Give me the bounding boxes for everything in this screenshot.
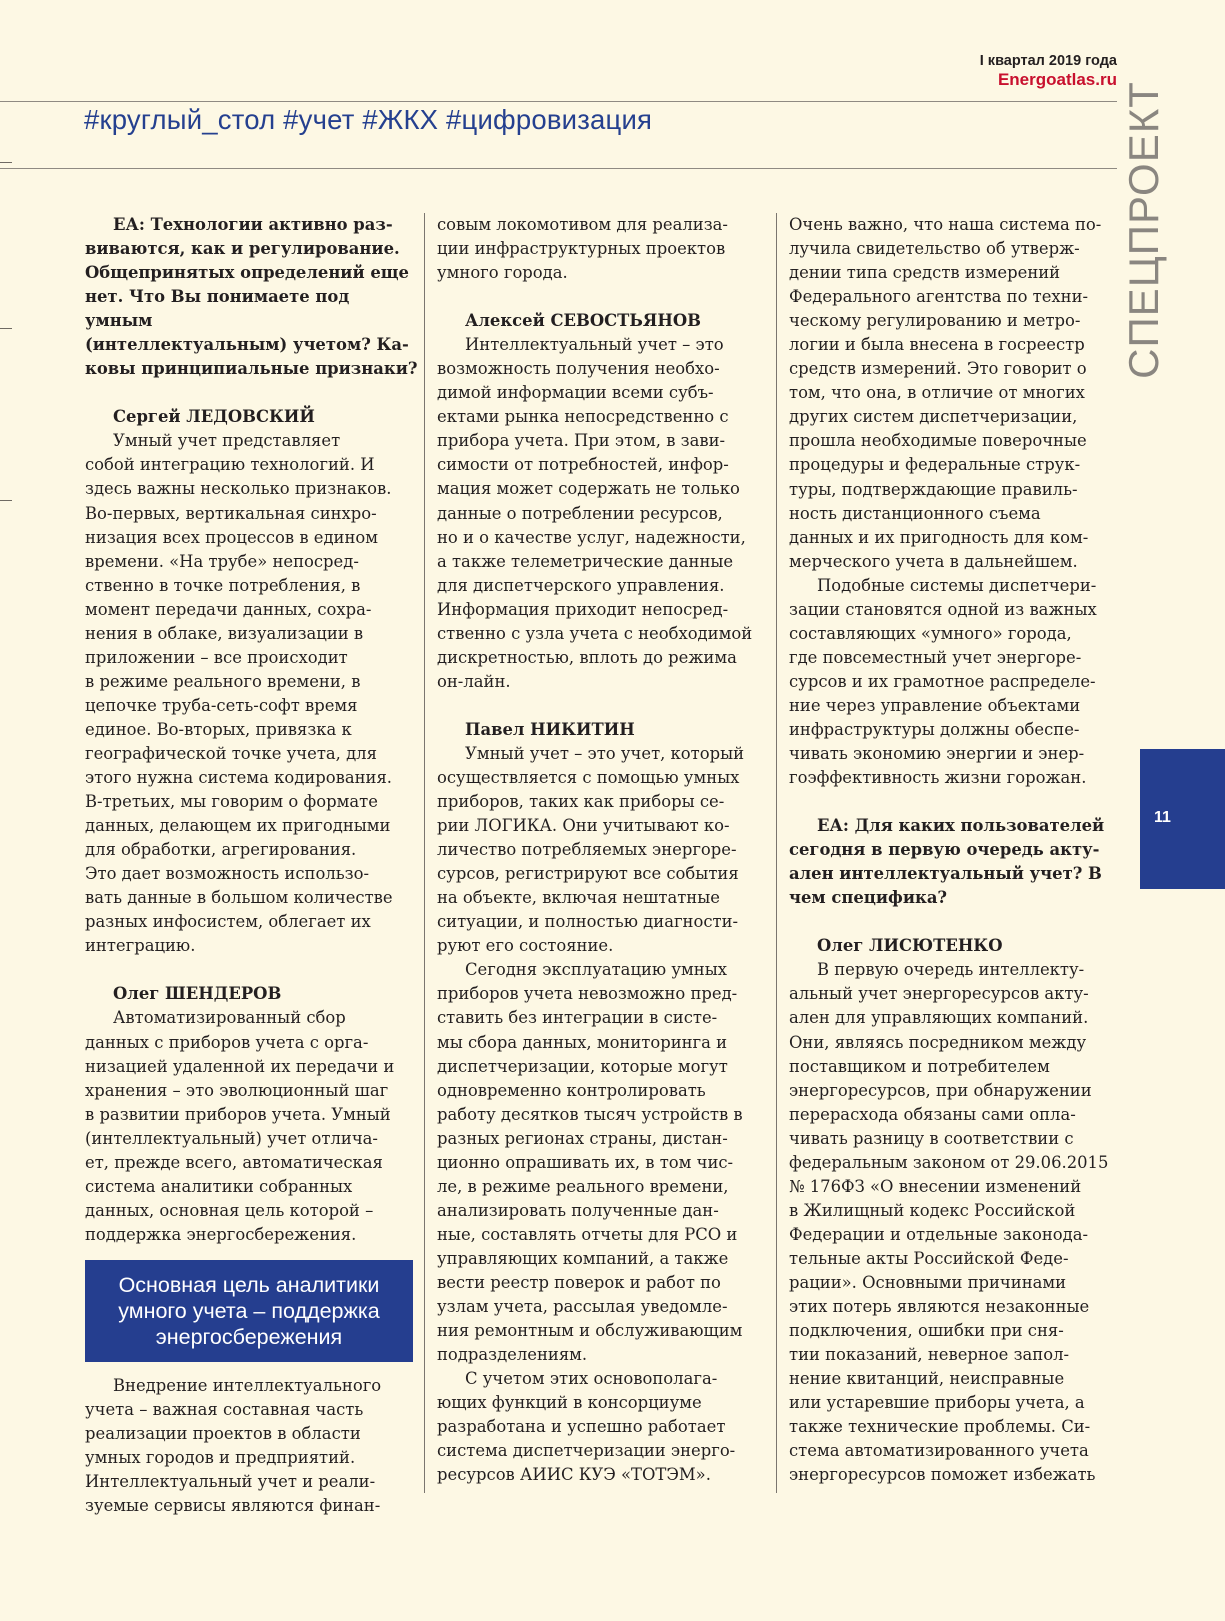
article-column-1 <box>85 213 421 1518</box>
paragraph: С учетом этих основополага- ющих функций в консорциуме разработана и успешно работает система диспетчеризации энерго- ресурсов АИИС КУЭ «ТОТЭМ». <box>437 1369 736 1485</box>
paragraph: Умный учет представляет собой интеграцию технологий. И здесь важны несколько признаков. Во-первых, вертикальная синхро- низация всех процессов в едином времени. «На трубе» непосред- ственно в точке потребления, в момент передачи данных, сохра- нения в облаке, визуализации в приложении – все происходит в режиме реального времени, в цепочке труба-сеть-софт время единое. Во-вторых, привязка к географической точке учета, для этого нужна система кодирования. В-третьих, мы говорим о формате данных, делающем их пригодными для обработки, агрегирования. Это дает возможность использо- вать данные в большом количестве разных инфосистем, облегает их интеграцию. <box>85 431 393 956</box>
site-name: Energoatlas.ru <box>997 70 1117 89</box>
paragraph: Подобные системы диспетчери- зации становятся одной из важных составляющих «умного» города, где повсеместный учет энергоре- сурсов и их грамотное распределе- ние через управление объектами инфраструктуры должны обеспе- чивать экономию энергии и энер- гоэффективность жизни горожан. <box>789 575 1097 788</box>
top-rule <box>0 101 1117 102</box>
speaker-name: Олег ШЕНДЕРОВ <box>113 984 282 1004</box>
hashtags-title: #круглый_стол #учет #ЖКХ #цифровизация <box>84 104 653 135</box>
paragraph: В первую очередь интеллекту- альный учет энергоресурсов акту- ален для управляющих компаний. Они, являясь посредником между поставщиком и потребителем энергоресурсов, при обнаружении перерасхода обязаны сами опла- чивать разницу в соответствии с федеральным законом от 29.06.2015 № 176ФЗ «О внесении изменений в Жилищный кодекс Российской Федерации и отдельные законода- тельные акты Российской Феде- рации». Основными причинами этих потерь являются незаконные подключения, ошибки при сня- тии показаний, неверное запол- нение квитанций, неисправные или устаревшие приборы учета, а также технические проблемы. Си- стема автоматизированного учета энергоресурсов поможет избежать <box>789 960 1109 1485</box>
article-column-2 <box>437 213 779 1487</box>
paragraph: Умный учет – это учет, который осуществляется с помощью умных приборов, таких как приборы се- рии ЛОГИКА. Они учитывают ко- личество потребляемых энергоре- сурсов, регистрируют все события на объекте, включая нештатные ситуации, и полностью диагности- руют его состояние. <box>437 743 745 956</box>
pull-quote: Основная цель аналитики умного учета – поддержка энергосбережения <box>85 1260 413 1362</box>
page-number: 11 <box>1154 809 1171 826</box>
article-column-3 <box>789 213 1123 1487</box>
paragraph: Интеллектуальный учет – это возможность получения необхо- димой информации всеми субъ- ектами рынка непосредственно с прибора учета. При этом, в зави- симости от потребностей, инфор- мация может содержать не только данные о потреблении ресурсов, но и о качестве услуг, надежности, а также телеметрические данные для диспетчерского управления. Информация приходит непосред- ственно с узла учета с необходимой дискретностью, вплоть до режима он-лайн. <box>437 335 753 691</box>
issue-date: I квартал 2019 года <box>979 53 1117 69</box>
speaker-name: Алексей СЕВОСТЬЯНОВ <box>465 311 701 331</box>
column-divider <box>424 213 425 1493</box>
interview-question: ЕА: Технологии активно раз- виваются, как и регулирование. Общепринятых определений еще нет. Что Вы понимаете под умным (интеллектуальным) учетом? Ка- ковы принципиальные признаки? <box>85 215 418 379</box>
section-label: СПЕЦПРОЕКТ <box>1120 81 1167 379</box>
paragraph: Внедрение интеллектуального учета – важная составная часть реализации проектов в области умных городов и предприятий. Интеллектуальный учет и реали- зуемые сервисы являются финан- <box>85 1375 382 1516</box>
page-number-tab <box>1140 749 1225 889</box>
speaker-name: Павел НИКИТИН <box>465 719 635 739</box>
crop-mark <box>0 500 12 501</box>
speaker-name: Олег ЛИСЮТЕНКО <box>817 936 1003 956</box>
issue-header <box>980 52 1117 90</box>
speaker-name: Сергей ЛЕДОВСКИЙ <box>113 407 315 427</box>
header-bottom-rule <box>0 168 1117 169</box>
paragraph: Очень важно, что наша система по- лучила свидетельство об утверж- дении типа средств измерений Федерального агентства по техни- ческому регулированию и метро- логии и была внесена в госреестр средств измерений. Это говорит о том, что она, в отличие от многих других систем диспетчеризации, прошла необходимые поверочные процедуры и федеральные струк- туры, подтверждающие правиль- ность дистанционного съема данных и их пригодность для ком- мерческого учета в дальнейшем. <box>789 215 1102 571</box>
paragraph: Сегодня эксплуатацию умных приборов учета невозможно пред- ставить без интеграции в систе- мы сбора данных, мониторинга и диспетчеризации, которые могут одновременно контролировать работу десятков тысяч устройств в разных регионах страны, дистан- ционно опрашивать их, в том чис- ле, в режиме реального времени, анализировать полученные дан- ные, составлять отчеты для РСО и управляющих компаний, а также вести реестр поверок и работ по узлам учета, рассылая уведомле- ния ремонтным и обслуживающим подразделениям. <box>437 960 743 1365</box>
paragraph: совым локомотивом для реализа- ции инфраструктурных проектов умного города. <box>437 215 728 283</box>
crop-mark <box>0 328 12 329</box>
paragraph: Автоматизированный сбор данных с приборов учета с орга- низацией удаленной их передачи и хранения – это эволюционный шаг в развитии приборов учета. Умный (интеллектуальный) учет отлича- ет, прежде всего, автоматическая система аналитики собранных данных, основная цель которой – поддержка энергосбережения. <box>85 1008 395 1244</box>
interview-question: ЕА: Для каких пользователей сегодня в первую очередь акту- ален интеллектуальный учет? В чем специфика? <box>789 816 1105 908</box>
crop-mark <box>0 162 12 163</box>
